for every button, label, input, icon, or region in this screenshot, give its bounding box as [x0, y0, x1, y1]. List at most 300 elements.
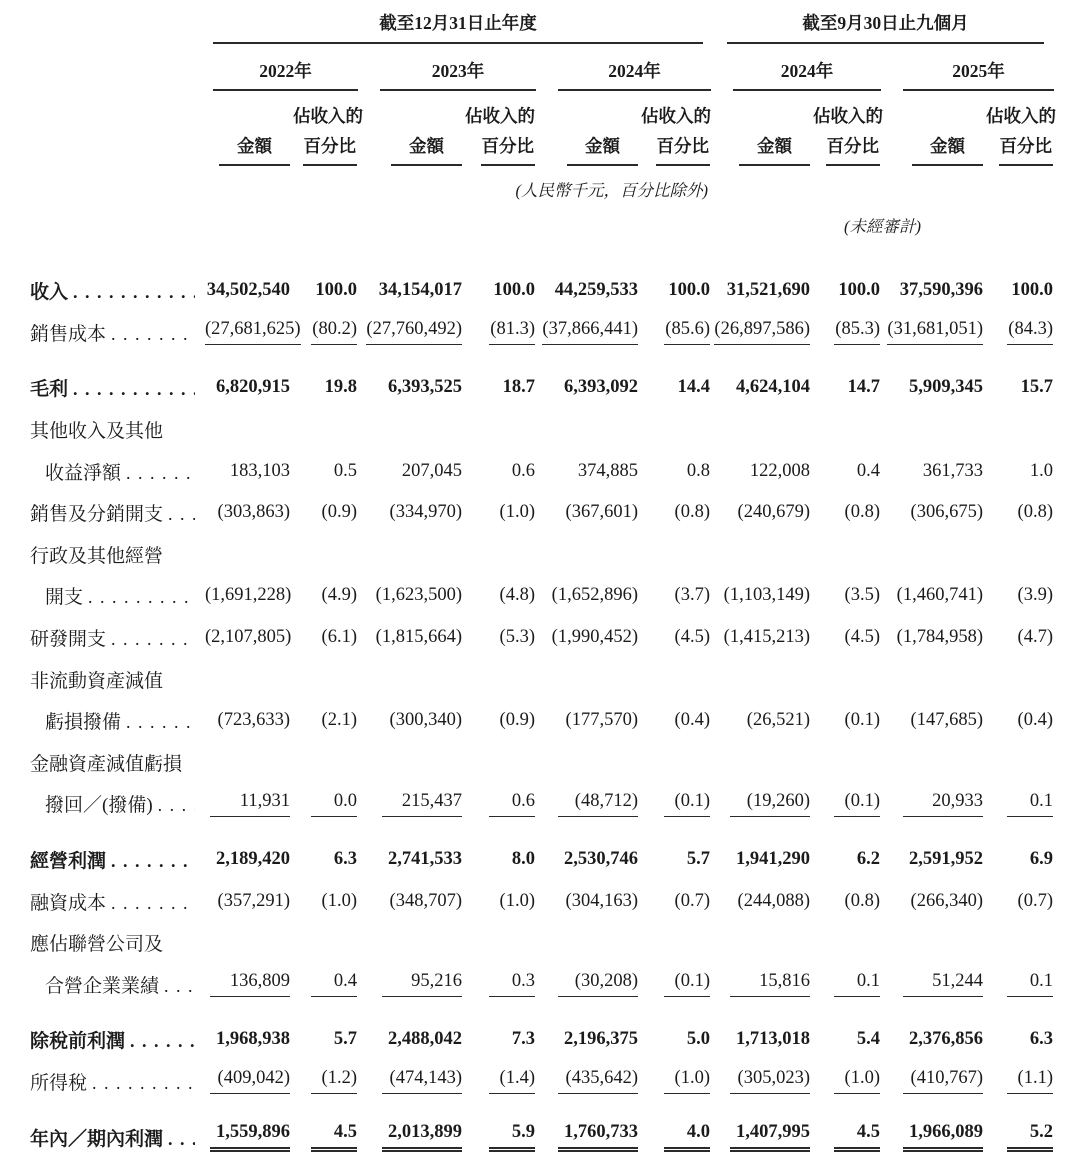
row-label-cell [0, 582, 205, 609]
pct-cell [641, 971, 711, 997]
cell-value: 2,530,746 [564, 849, 638, 870]
cell-value: 122,008 [749, 460, 810, 481]
cell-value: (1,103,149) [723, 585, 810, 606]
row-label-cell [0, 1068, 205, 1095]
cell-value: 1,941,290 [736, 849, 810, 870]
cell-value: (0.9) [499, 710, 535, 731]
pct-cell [813, 280, 881, 301]
amount-cell [536, 502, 641, 523]
table-row [0, 617, 1080, 659]
pct-of-revenue-header: 佔收入的 百分比 [813, 103, 881, 166]
amount-cell [881, 1068, 986, 1094]
amount-cell [358, 585, 465, 606]
row-label-cell [0, 790, 205, 817]
cell-value: (410,767) [903, 1068, 983, 1094]
cell-value: 19.8 [324, 377, 357, 398]
pct-cell [293, 1068, 358, 1094]
pct-cell [813, 971, 881, 997]
pct-cell [465, 791, 536, 817]
leader-dots [92, 1073, 195, 1095]
pct-cell [986, 710, 1054, 731]
cell-value: (177,570) [565, 710, 638, 731]
cell-value: 2,376,856 [909, 1029, 983, 1050]
row-label: 撥回／(撥備) [45, 795, 153, 817]
cell-value: (1.0) [664, 1068, 710, 1094]
cell-value: 5.7 [686, 849, 710, 870]
cell-value: (27,760,492) [366, 319, 462, 345]
row-label: 除稅前利潤 [30, 1031, 126, 1053]
pct-cell [641, 710, 711, 731]
row-label-cell [0, 707, 205, 734]
year-row [0, 58, 1080, 91]
table-row [0, 922, 1080, 964]
amount-cell [881, 1029, 986, 1050]
cell-value: 100.0 [315, 280, 357, 301]
row-label-cell [0, 1124, 205, 1151]
table-row [0, 534, 1080, 576]
pct-cell [465, 891, 536, 912]
cell-value: (0.1) [834, 791, 880, 817]
cell-value: (723,633) [217, 710, 290, 731]
cell-value: (0.7) [1017, 890, 1053, 911]
cell-value: 8.0 [511, 849, 535, 870]
pct-cell [465, 461, 536, 482]
pct-cell [641, 1122, 711, 1152]
cell-value: (1.0) [499, 502, 535, 523]
cell-value: (1,652,896) [551, 585, 638, 606]
pct-cell [986, 502, 1054, 523]
amount-cell [881, 585, 986, 606]
cell-value: (26,897,586) [714, 319, 810, 345]
cell-value: (0.8) [1017, 502, 1053, 523]
amount-header: 金額 [881, 133, 986, 166]
cell-value: (0.8) [674, 502, 710, 523]
pct-cell [813, 849, 881, 870]
pct-cell [641, 627, 711, 648]
pct-cell [465, 585, 536, 606]
pct-cell [813, 710, 881, 731]
cell-value: 5,909,345 [909, 377, 983, 398]
leader-dots [111, 629, 195, 651]
cell-value: (1.2) [311, 1068, 357, 1094]
row-label: 行政及其他經營 [30, 545, 164, 567]
cell-value: 20,933 [903, 791, 983, 817]
cell-value: (37,866,441) [542, 319, 638, 345]
row-label-cell [0, 458, 205, 485]
cell-value: (300,340) [389, 710, 462, 731]
pct-cell [986, 891, 1054, 912]
cell-value: (85.6) [664, 319, 710, 345]
pct-cell [813, 585, 881, 606]
cell-value: 183,103 [229, 460, 290, 481]
cell-value: 0.8 [686, 460, 710, 481]
cell-value: (2,107,805) [205, 627, 292, 648]
pct-cell [465, 971, 536, 997]
cell-value: (1.4) [489, 1068, 535, 1094]
amount-cell [358, 502, 465, 523]
cell-value: 0.3 [489, 971, 535, 997]
cell-value: (31,681,051) [887, 319, 983, 345]
amount-cell [711, 1122, 813, 1152]
cell-value: (0.7) [674, 890, 710, 911]
leader-dots [88, 587, 195, 609]
cell-value: (334,970) [389, 502, 462, 523]
pct-cell [293, 710, 358, 731]
cell-value: 5.2 [1007, 1122, 1053, 1152]
amount-cell [881, 891, 986, 912]
pct-cell [641, 791, 711, 817]
row-label-cell [0, 971, 205, 998]
unaudited-note-row [0, 212, 1080, 238]
row-label: 開支 [45, 587, 84, 609]
cell-value: (27,681,625) [205, 319, 301, 345]
amount-cell [358, 377, 465, 398]
cell-value: 1,559,896 [210, 1122, 290, 1152]
amount-cell [205, 461, 293, 482]
pct-cell [986, 461, 1054, 482]
cell-value: (348,707) [389, 890, 462, 911]
cell-value: 2,741,533 [388, 849, 462, 870]
cell-value: (0.1) [844, 710, 880, 731]
row-label: 研發開支 [30, 629, 107, 651]
cell-value: 1,713,018 [736, 1029, 810, 1050]
pct-cell [293, 849, 358, 870]
cell-value: (1.0) [499, 890, 535, 911]
cell-value: 100.0 [493, 280, 535, 301]
cell-value: (367,601) [565, 502, 638, 523]
amount-cell [711, 502, 813, 523]
amount-cell [536, 891, 641, 912]
cell-value: 5.4 [856, 1029, 880, 1050]
cell-value: 6,393,092 [564, 377, 638, 398]
amount-cell [205, 280, 293, 301]
row-label-cell [0, 666, 205, 693]
table-row [0, 312, 1080, 354]
cell-value: (147,685) [910, 710, 983, 731]
pct-cell [293, 585, 358, 606]
amount-cell [881, 971, 986, 997]
cell-value: 0.4 [856, 460, 880, 481]
row-label: 銷售及分銷開支 [30, 504, 164, 526]
currency-note-row [0, 176, 1080, 202]
amount-header: 金額 [205, 133, 293, 166]
cell-value: 136,809 [210, 971, 290, 997]
year-2023: 2023年 [380, 58, 536, 91]
pct-cell [986, 1029, 1054, 1050]
amount-cell [205, 1029, 293, 1050]
row-label: 銷售成本 [30, 323, 107, 345]
cell-value: 1,760,733 [558, 1122, 638, 1152]
row-label: 合營企業業績 [45, 975, 160, 997]
cell-value: 0.1 [834, 971, 880, 997]
row-label-cell [0, 749, 205, 776]
amount-cell [711, 461, 813, 482]
cell-value: 6.2 [856, 849, 880, 870]
amount-cell [358, 971, 465, 997]
cell-value: (0.1) [664, 971, 710, 997]
cell-value: 100.0 [1011, 280, 1053, 301]
amount-cell [205, 1068, 293, 1094]
leader-dots [111, 851, 195, 873]
cell-value: (1.0) [321, 890, 357, 911]
pct-cell [293, 280, 358, 301]
cell-value: (1,623,500) [375, 585, 462, 606]
pct-cell [986, 377, 1054, 398]
amount-cell [881, 849, 986, 870]
table-row [0, 839, 1080, 881]
pct-of-revenue-header: 佔收入的 百分比 [465, 103, 536, 166]
amount-cell [881, 502, 986, 523]
amount-cell [358, 280, 465, 301]
amount-cell [205, 891, 293, 912]
cell-value: 374,885 [577, 460, 638, 481]
table-row [0, 1061, 1080, 1103]
cell-value: (244,088) [737, 890, 810, 911]
cell-value: (6.1) [321, 627, 357, 648]
pct-cell [813, 1122, 881, 1152]
leader-dots [126, 712, 195, 734]
pct-cell [465, 627, 536, 648]
row-label: 所得稅 [30, 1072, 88, 1094]
amount-cell [881, 710, 986, 731]
period-group-annual: 截至12月31日止年度 [213, 10, 703, 44]
amount-cell [711, 377, 813, 398]
table-row [0, 409, 1080, 451]
cell-value: 6.3 [333, 849, 357, 870]
row-label: 應佔聯營公司及 [30, 934, 164, 956]
pct-cell [293, 1122, 358, 1152]
amount-cell [711, 1029, 813, 1050]
amount-cell [881, 1122, 986, 1152]
amount-cell [711, 1068, 813, 1094]
cell-value: (357,291) [217, 890, 290, 911]
cell-value: (85.3) [834, 319, 880, 345]
pct-cell [813, 461, 881, 482]
leader-dots [168, 504, 195, 526]
cell-value: (26,521) [746, 710, 810, 731]
cell-value: 7.3 [511, 1029, 535, 1050]
table-row [0, 1116, 1080, 1158]
pct-cell [465, 710, 536, 731]
row-label-cell [0, 624, 205, 651]
amount-cell [881, 280, 986, 301]
amount-cell [205, 585, 293, 606]
cell-value: 31,521,690 [726, 280, 810, 301]
currency-note: (人民幣千元，百分比除外) [515, 181, 708, 200]
period-group-nine-months: 截至9月30日止九個月 [727, 10, 1044, 44]
amount-cell [205, 502, 293, 523]
pct-cell [986, 627, 1054, 648]
row-label-cell [0, 1026, 205, 1053]
amount-cell [536, 585, 641, 606]
amount-cell [881, 627, 986, 648]
pct-cell [465, 502, 536, 523]
leader-dots [73, 282, 195, 304]
table-row [0, 964, 1080, 1006]
amount-cell [205, 319, 301, 345]
pct-cell [293, 461, 358, 482]
table-row [0, 492, 1080, 534]
amount-cell [205, 377, 293, 398]
cell-value: 2,189,420 [216, 849, 290, 870]
pct-cell [465, 1029, 536, 1050]
cell-value: 0.1 [1007, 971, 1053, 997]
pct-of-revenue-header: 佔收入的 百分比 [293, 103, 358, 166]
leader-dots [158, 795, 195, 817]
cell-value: 4.0 [664, 1122, 710, 1152]
cell-value: (0.8) [844, 890, 880, 911]
pct-cell [641, 891, 711, 912]
amount-cell [205, 1122, 293, 1152]
amount-cell [358, 710, 465, 731]
cell-value: 1,407,995 [730, 1122, 810, 1152]
unaudited-note: (未經審計) [844, 217, 921, 236]
pct-cell [465, 319, 536, 345]
amount-cell [205, 627, 293, 648]
subheader-row [0, 103, 1080, 166]
cell-value: (80.2) [311, 319, 357, 345]
cell-value: (4.5) [674, 627, 710, 648]
amount-cell [711, 891, 813, 912]
amount-cell [881, 319, 986, 345]
cell-value: (303,863) [217, 502, 290, 523]
leader-dots [168, 1129, 195, 1151]
table-row [0, 270, 1080, 312]
cell-value: 1,968,938 [216, 1029, 290, 1050]
cell-value: (0.9) [321, 502, 357, 523]
amount-cell [358, 891, 465, 912]
amount-cell [358, 849, 465, 870]
cell-value: 0.4 [311, 971, 357, 997]
cell-value: 6.9 [1029, 849, 1053, 870]
amount-cell [536, 627, 641, 648]
cell-value: 2,013,899 [382, 1122, 462, 1152]
leader-dots [164, 976, 195, 998]
year-2025-nine-months: 2025年 [903, 58, 1054, 91]
cell-value: 34,502,540 [206, 280, 290, 301]
year-2024: 2024年 [558, 58, 711, 91]
pct-cell [813, 627, 881, 648]
leader-dots [130, 1031, 195, 1053]
amount-cell [536, 280, 641, 301]
cell-value: (1.0) [834, 1068, 880, 1094]
pct-cell [813, 502, 881, 523]
amount-cell [536, 377, 641, 398]
amount-cell [536, 1068, 641, 1094]
cell-value: 100.0 [668, 280, 710, 301]
cell-value: 361,733 [922, 460, 983, 481]
amount-cell [536, 710, 641, 731]
cell-value: (19,260) [730, 791, 810, 817]
amount-cell [536, 461, 641, 482]
cell-value: 95,216 [382, 971, 462, 997]
cell-value: 15,816 [730, 971, 810, 997]
cell-value: 0.6 [489, 791, 535, 817]
cell-value: (304,163) [565, 890, 638, 911]
cell-value: (48,712) [558, 791, 638, 817]
pct-cell [465, 377, 536, 398]
table-row [0, 575, 1080, 617]
table-row [0, 880, 1080, 922]
cell-value: (1,784,958) [896, 627, 983, 648]
cell-value: (0.4) [674, 710, 710, 731]
pct-cell [293, 319, 358, 345]
cell-value: (266,340) [910, 890, 983, 911]
amount-cell [711, 280, 813, 301]
cell-value: 5.9 [489, 1122, 535, 1152]
cell-value: (4.8) [499, 585, 535, 606]
row-label-cell [0, 277, 205, 304]
amount-cell [205, 849, 293, 870]
cell-value: (435,642) [558, 1068, 638, 1094]
pct-cell [986, 1068, 1054, 1094]
row-label-cell [0, 888, 205, 915]
cell-value: 5.7 [333, 1029, 357, 1050]
amount-cell [711, 710, 813, 731]
cell-value: 1,966,089 [903, 1122, 983, 1152]
cell-value: (240,679) [737, 502, 810, 523]
amount-header: 金額 [358, 133, 465, 166]
amount-cell [536, 849, 641, 870]
cell-value: (3.9) [1017, 585, 1053, 606]
pct-cell [293, 971, 358, 997]
amount-cell [358, 627, 465, 648]
pct-cell [641, 502, 711, 523]
cell-value: (1,815,664) [375, 627, 462, 648]
pct-cell [641, 377, 711, 398]
pct-cell [641, 1068, 711, 1094]
pct-cell [293, 1029, 358, 1050]
cell-value: 2,488,042 [388, 1029, 462, 1050]
cell-value: (81.3) [489, 319, 535, 345]
cell-value: (0.1) [664, 791, 710, 817]
pct-cell [641, 849, 711, 870]
pct-cell [813, 377, 881, 398]
cell-value: (1,990,452) [551, 627, 638, 648]
cell-value: 4,624,104 [736, 377, 810, 398]
amount-cell [711, 319, 813, 345]
leader-dots [126, 463, 195, 485]
amount-cell [881, 461, 986, 482]
row-label: 收益淨額 [45, 462, 122, 484]
pct-cell [986, 791, 1054, 817]
amount-cell [205, 791, 293, 817]
pct-cell [813, 1068, 881, 1094]
amount-cell [711, 627, 813, 648]
cell-value: (4.5) [844, 627, 880, 648]
table-row [0, 700, 1080, 742]
amount-header: 金額 [711, 133, 813, 166]
leader-dots [111, 324, 195, 346]
row-label-cell [0, 541, 205, 568]
pct-cell [986, 971, 1054, 997]
row-label: 其他收入及其他 [30, 421, 164, 443]
amount-cell [536, 1122, 641, 1152]
pct-cell [293, 377, 358, 398]
table-row [0, 658, 1080, 700]
table-row [0, 1019, 1080, 1061]
cell-value: 44,259,533 [554, 280, 638, 301]
amount-cell [358, 791, 465, 817]
cell-value: (409,042) [210, 1068, 290, 1094]
cell-value: (0.4) [1017, 710, 1053, 731]
cell-value: 14.4 [677, 377, 710, 398]
amount-cell [881, 791, 986, 817]
amount-cell [358, 1068, 465, 1094]
pct-cell [465, 1122, 536, 1152]
cell-value: (2.1) [321, 710, 357, 731]
period-group-row [0, 10, 1080, 44]
